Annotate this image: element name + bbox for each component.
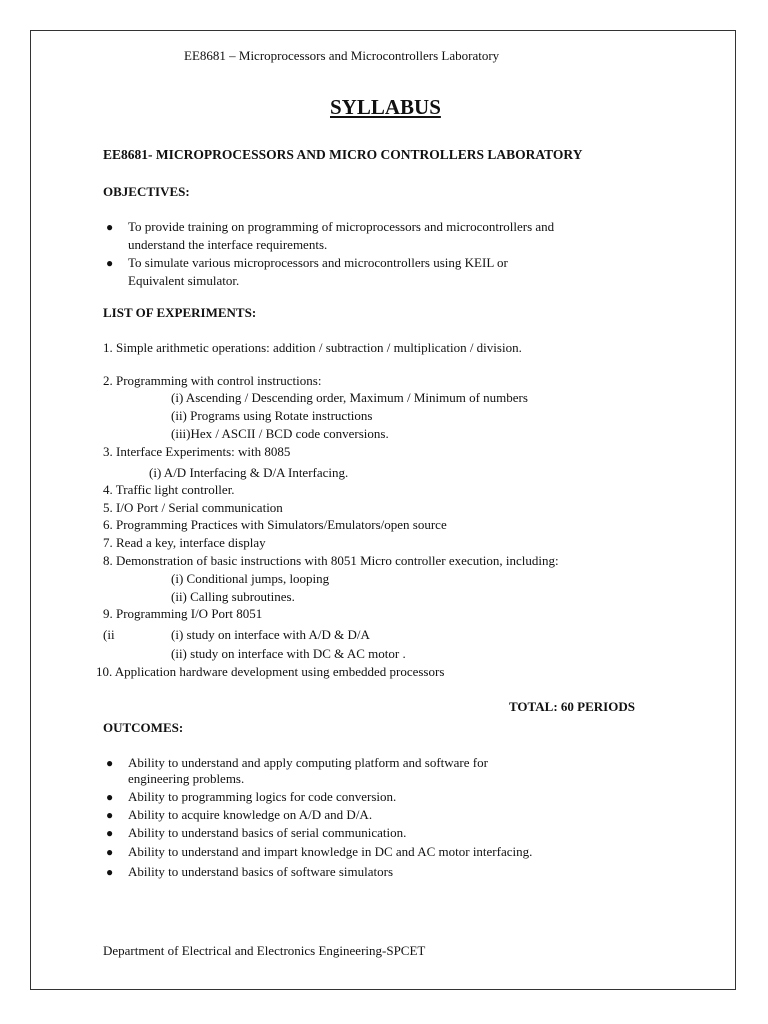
experiment-line: 6. Programming Practices with Simulators/Emulators/open source <box>103 517 447 532</box>
page-header: EE8681 – Microprocessors and Microcontrollers Laboratory <box>184 48 500 63</box>
page-footer: Department of Electrical and Electronics Engineering-SPCET <box>103 943 426 958</box>
outcome-line: Ability to understand and apply computing platform and software for <box>128 755 488 770</box>
outcomes-heading: OUTCOMES: <box>103 720 184 735</box>
objective-line: To provide training on programming of microprocessors and microcontrollers and <box>128 219 555 234</box>
experiment-line: 4. Traffic light controller. <box>103 482 235 497</box>
experiment-subline: (ii) study on interface with DC & AC motor . <box>171 646 406 661</box>
experiment-line: 9. Programming I/O Port 8051 <box>103 606 263 621</box>
experiment-subline: (i) Conditional jumps, looping <box>171 571 330 586</box>
objectives-heading: OBJECTIVES: <box>103 184 190 199</box>
experiment-line: 3. Interface Experiments: with 8085 <box>103 444 291 459</box>
bullet-icon: ● <box>106 220 114 234</box>
bullet-icon: ● <box>106 808 114 822</box>
outcome-line: Ability to understand and impart knowledge in DC and AC motor interfacing. <box>128 844 533 859</box>
outcome-line: Ability to programming logics for code conversion. <box>128 789 397 804</box>
page-title: SYLLABUS <box>330 95 441 119</box>
experiment-subline: (i) A/D Interfacing & D/A Interfacing. <box>149 465 349 480</box>
experiment-line: 5. I/O Port / Serial communication <box>103 500 283 515</box>
bullet-icon: ● <box>106 256 114 270</box>
experiment-line: 2. Programming with control instructions: <box>103 373 322 388</box>
objective-line: Equivalent simulator. <box>128 273 240 288</box>
bullet-icon: ● <box>106 845 114 859</box>
bullet-icon: ● <box>106 756 114 770</box>
experiment-subline: (ii) Programs using Rotate instructions <box>171 408 373 423</box>
experiment-fragment: (ii <box>103 627 115 642</box>
experiment-subline: (i) Ascending / Descending order, Maximum / Minimum of numbers <box>171 390 528 405</box>
outcome-line: Ability to acquire knowledge on A/D and D/A. <box>128 807 373 822</box>
experiment-line: 1. Simple arithmetic operations: addition / subtraction / multiplication / division. <box>103 340 522 355</box>
experiment-subline: (iii)Hex / ASCII / BCD code conversions. <box>171 426 389 441</box>
objective-line: understand the interface requirements. <box>128 237 328 252</box>
objective-line: To simulate various microprocessors and microcontrollers using KEIL or <box>128 255 508 270</box>
total-periods: TOTAL: 60 PERIODS <box>509 699 635 714</box>
experiments-heading: LIST OF EXPERIMENTS: <box>103 305 257 320</box>
outcome-line: Ability to understand basics of software simulators <box>128 864 394 879</box>
outcome-line: engineering problems. <box>128 771 245 786</box>
bullet-icon: ● <box>106 790 114 804</box>
experiment-line: 7. Read a key, interface display <box>103 535 266 550</box>
experiment-subline: (ii) Calling subroutines. <box>171 589 295 604</box>
course-heading: EE8681- MICROPROCESSORS AND MICRO CONTROLLERS LABORATORY <box>103 147 583 162</box>
experiment-line: 8. Demonstration of basic instructions with 8051 Micro controller execution, including: <box>103 553 559 568</box>
experiment-line: 10. Application hardware development using embedded processors <box>96 664 445 679</box>
bullet-icon: ● <box>106 826 114 840</box>
experiment-subline: (i) study on interface with A/D & D/A <box>171 627 370 642</box>
bullet-icon: ● <box>106 865 114 879</box>
outcome-line: Ability to understand basics of serial communication. <box>128 825 407 840</box>
